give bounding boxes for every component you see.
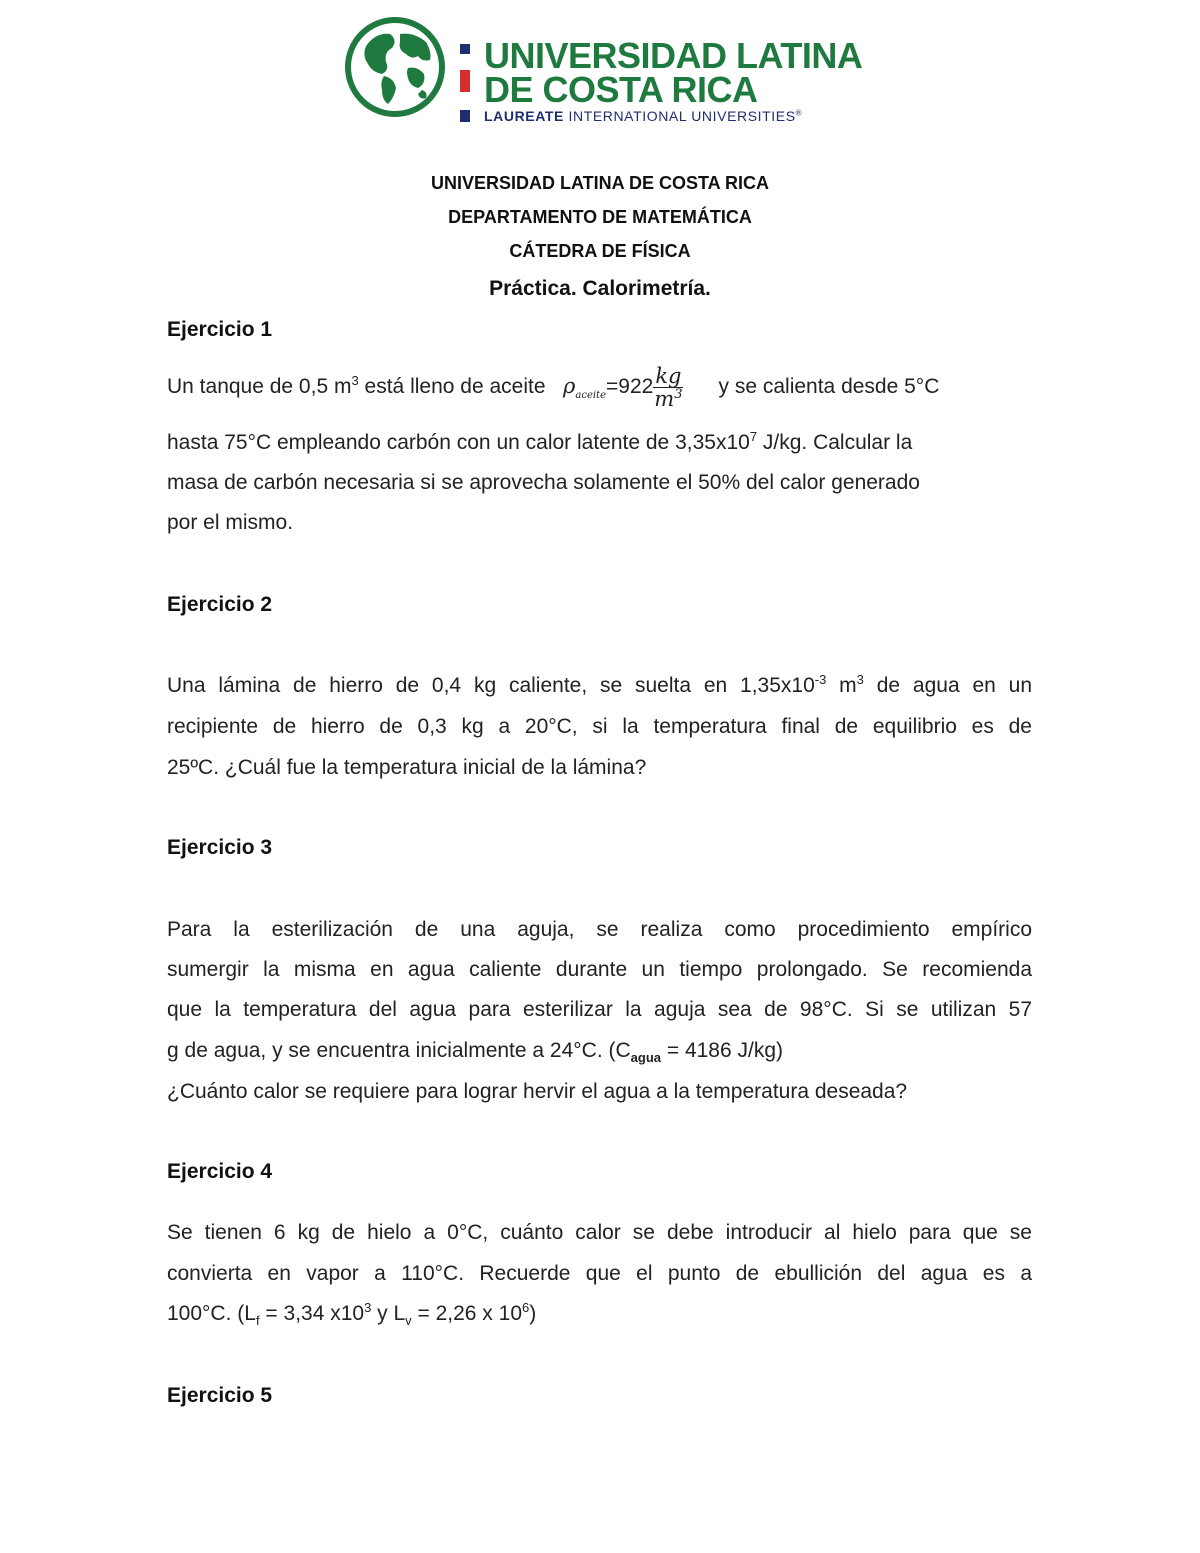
exercise-3-line-2: sumergir la misma en agua caliente durante un tiempo prolongado. Se recomienda xyxy=(167,958,1032,981)
exercise-2-line-2: recipiente de hierro de 0,3 kg a 20°C, si la temperatura final de equilibrio es de xyxy=(167,715,1032,738)
exercise-2-line-1: Una lámina de hierro de 0,4 kg caliente, se suelta en $1,35x10^{-3}$ $m^3$ de agua en un xyxy=(167,672,1033,697)
exercise-3-line-3: que la temperatura del agua para esterilizar la aguja sea de 98°C. Si se utilizan 57 xyxy=(167,998,1032,1021)
university-heading: UNIVERSIDAD LATINA DE COSTA RICA xyxy=(430,173,769,193)
chair-heading: CÁTEDRA DE FÍSICA xyxy=(509,241,691,261)
logo-text-line2: DE COSTA RICA xyxy=(484,69,758,110)
exercise-5-heading: Ejercicio 5 xyxy=(167,1384,273,1407)
exercise-3-line-5: ¿Cuánto calor se requiere para lograr hervir el agua a la temperatura deseada? xyxy=(167,1080,908,1103)
logo-color-bars xyxy=(460,44,470,124)
exercise-1-line-4: por el mismo. xyxy=(167,511,294,534)
exercise-3-line-1: Para la esterilización de una aguja, se realiza como procedimiento empírico xyxy=(167,918,1032,941)
exercise-1-line-3: masa de carbón necesaria si se aprovecha solamente el 50% del calor generado xyxy=(167,471,920,494)
exercise-4-line-1: Se tienen 6 kg de hielo a 0°C, cuánto calor se debe introducir al hielo para que se xyxy=(167,1221,1032,1244)
logo-text-line3: LAUREATE INTERNATIONAL UNIVERSITIES® xyxy=(484,108,803,124)
exercise-3-heading: Ejercicio 3 xyxy=(167,836,273,859)
university-logo xyxy=(344,16,864,124)
exercise-4-line-2: convierta en vapor a 110°C. Recuerde que el punto de ebullición del agua es a xyxy=(167,1262,1032,1285)
density-fraction: $\frac{kg}{m^3}$ xyxy=(654,363,683,411)
exercise-1-heading: Ejercicio 1 xyxy=(167,318,273,341)
page-title: Práctica. Calorimetría. xyxy=(489,277,711,300)
exercise-4-heading: Ejercicio 4 xyxy=(167,1160,273,1183)
department-heading: DEPARTAMENTO DE MATEMÁTICA xyxy=(448,207,752,227)
globe-icon xyxy=(344,16,446,118)
exercise-4-line-3: 100°C. ($L_f = 3,34$ $x10^3$ y $L_v = 2,26$ x $10^6$) xyxy=(167,1300,537,1329)
exercise-1-line-2: hasta 75°C empleando carbón con un calor latente de $3,35x10^7$ J/kg. Calcular la xyxy=(167,429,913,454)
exercise-2-heading: Ejercicio 2 xyxy=(167,593,273,616)
exercise-1-line-1: Un tanque de 0,5 $m^3$ está lleno de aceite $\rho_{aceite}=922$ $\frac{kg}{m^3}$ y se calienta desde 5°C xyxy=(167,363,940,411)
exercise-2-line-3: 25ºC. ¿Cuál fue la temperatura inicial de la lámina? xyxy=(167,756,647,779)
density-formula: $\rho_{aceite}$ xyxy=(563,374,606,402)
logo-text-line1: UNIVERSIDAD LATINA xyxy=(484,35,863,76)
exercise-3-line-4: g de agua, y se encuentra inicialmente a 24°C. ($C_{agua} = 4186$ J/kg) xyxy=(167,1039,784,1066)
